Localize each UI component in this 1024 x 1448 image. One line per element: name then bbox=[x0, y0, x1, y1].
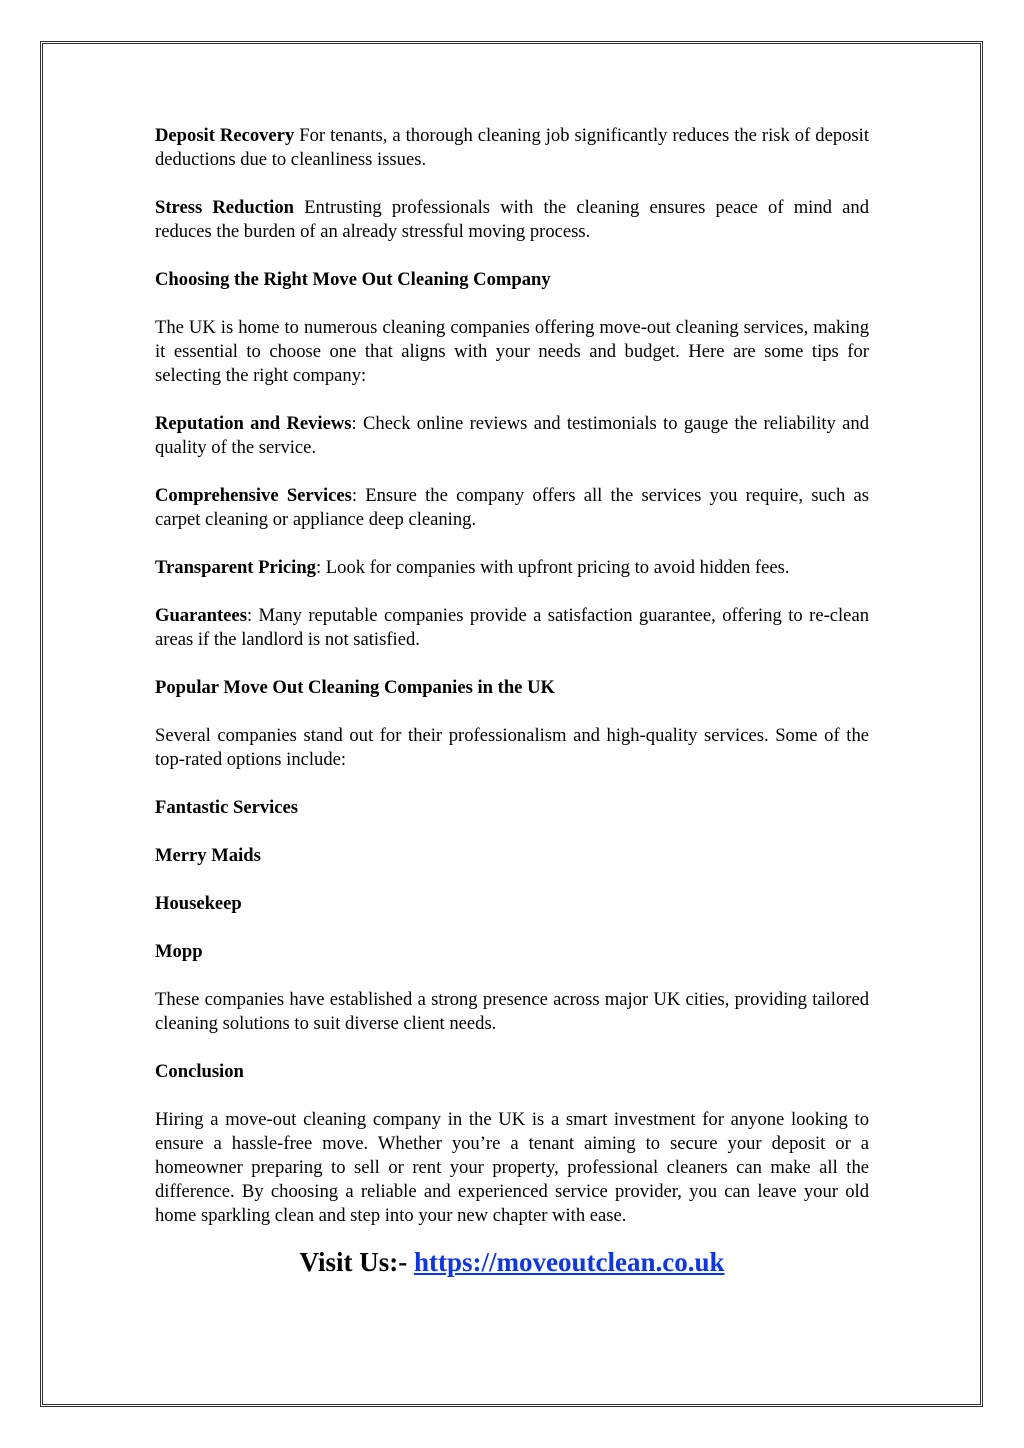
choosing-intro-paragraph: The UK is home to numerous cleaning companies offering move-out cleaning services, making it essential to choose one that aligns with your needs and budget. Here are some tips for selecting the right company: bbox=[155, 317, 869, 386]
transparent-paragraph bbox=[155, 556, 869, 580]
visit-us-line bbox=[0, 1244, 1024, 1280]
reputation-text: : Check online reviews and testimonials to gauge the reliability and quality of the service. bbox=[155, 413, 869, 458]
document-body bbox=[155, 124, 869, 1252]
guarantees-text: : Many reputable companies provide a satisfaction guarantee, offering to re-clean areas if the landlord is not satisfied. bbox=[155, 605, 869, 650]
guarantees-lead: Guarantees bbox=[155, 605, 247, 626]
conclusion-paragraph: Hiring a move-out cleaning company in the UK is a smart investment for anyone looking to ensure a hassle-free move. Whether you’re a tenant aiming to secure your deposit or a homeowner preparing to sell or rent your property, professional cleaners can make all the difference. By choosing a reliable and experienced service provider, you can leave your old home sparkling clean and step into your new chapter with ease. bbox=[155, 1109, 869, 1226]
reputation-lead: Reputation and Reviews bbox=[155, 413, 352, 434]
stress-reduction-lead: Stress Reduction bbox=[155, 197, 294, 218]
popular-intro-paragraph: Several companies stand out for their professionalism and high-quality services. Some of the top-rated options include: bbox=[155, 725, 869, 770]
companies-outro-paragraph: These companies have established a strong presence across major UK cities, providing tailored cleaning solutions to suit diverse client needs. bbox=[155, 989, 869, 1034]
deposit-recovery-paragraph bbox=[155, 124, 869, 172]
transparent-text: : Look for companies with upfront pricing to avoid hidden fees. bbox=[315, 557, 790, 578]
website-link[interactable]: https://moveoutclean.co.uk bbox=[414, 1247, 725, 1277]
visit-us-label: Visit Us:- bbox=[299, 1247, 414, 1277]
stress-reduction-paragraph bbox=[155, 196, 869, 244]
deposit-recovery-lead: Deposit Recovery bbox=[155, 125, 295, 146]
stress-reduction-text: Entrusting professionals with the cleaning ensures peace of mind and reduces the burden of an already stressful moving process. bbox=[155, 197, 869, 242]
guarantees-paragraph bbox=[155, 604, 869, 652]
comprehensive-paragraph bbox=[155, 484, 869, 532]
comprehensive-lead: Comprehensive Services bbox=[155, 485, 352, 506]
company-item: Fantastic Services bbox=[155, 797, 299, 818]
deposit-recovery-text: For tenants, a thorough cleaning job significantly reduces the risk of deposit deductions due to cleanliness issues. bbox=[155, 125, 869, 170]
company-item: Merry Maids bbox=[155, 845, 261, 866]
conclusion-heading: Conclusion bbox=[155, 1061, 244, 1082]
comprehensive-text: : Ensure the company offers all the services you require, such as carpet cleaning or appliance deep cleaning. bbox=[155, 485, 869, 530]
company-item: Mopp bbox=[155, 941, 203, 962]
popular-heading: Popular Move Out Cleaning Companies in the UK bbox=[155, 677, 555, 698]
transparent-lead: Transparent Pricing bbox=[155, 557, 316, 578]
choosing-heading: Choosing the Right Move Out Cleaning Company bbox=[155, 269, 551, 290]
company-item: Housekeep bbox=[155, 893, 242, 914]
reputation-paragraph bbox=[155, 412, 869, 460]
